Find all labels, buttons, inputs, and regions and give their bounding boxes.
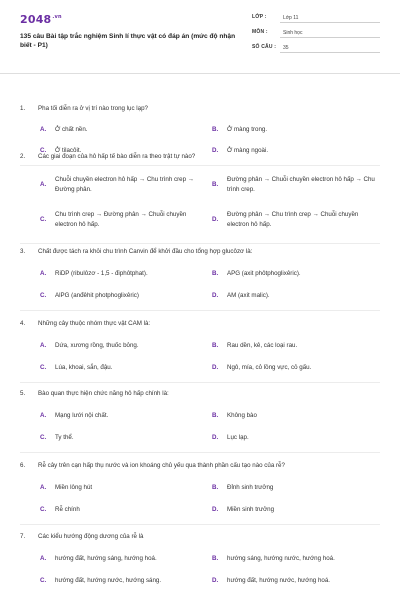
option-text: Ngô, mía, cỏ lồng vực, cỏ gấu. [227, 364, 312, 371]
option-letter: C. [40, 216, 47, 223]
option-text: Mạng lưới nội chất. [55, 412, 109, 419]
option-text: Ở màng trong. [227, 126, 268, 133]
option-text: Rau dền, kê, các loại rau. [227, 342, 298, 349]
question-divider [20, 243, 380, 244]
option-text: Ở tilacôit. [55, 147, 82, 154]
meta-value: Sinh học [280, 27, 380, 38]
meta-label: MÔN : [252, 29, 268, 35]
question-text [20, 462, 380, 470]
option-text: Chu trình crep → Đường phân → Chuỗi chuyền electron hô hấp. [55, 211, 187, 228]
option-letter: C. [40, 577, 47, 584]
option-letter: D. [212, 434, 219, 441]
option-text: Đỉnh sinh trưởng [227, 484, 274, 491]
option-text: AM (axit malic). [227, 292, 270, 299]
option-letter: B. [212, 555, 219, 562]
option-letter: A. [40, 555, 47, 562]
option-letter: D. [212, 147, 219, 154]
option-text: Không bào [227, 412, 257, 419]
option-letter: A. [40, 412, 47, 419]
logo-suffix: .vn [52, 14, 62, 21]
question-stem: Những cây thuộc nhóm thực vật CAM là: [38, 320, 151, 327]
question-number: 2. [20, 153, 26, 160]
question-number: 4. [20, 320, 26, 327]
option-text: Ở màng ngoài. [227, 147, 269, 154]
meta-label: LỚP : [252, 14, 267, 20]
option-text: Dứa, xương rồng, thuốc bỏng. [55, 342, 139, 349]
question-number: 6. [20, 462, 26, 469]
option-letter: B. [212, 126, 219, 133]
question-text [20, 390, 380, 398]
question-stem: Rễ cây trên cạn hấp thụ nước và ion khoáng chủ yếu qua thành phần cấu tạo nào của rễ? [38, 462, 285, 469]
option-letter: B. [212, 484, 219, 491]
option-letter: A. [40, 126, 47, 133]
question-text [20, 105, 380, 113]
option-letter: D. [212, 216, 219, 223]
option-text: Miền sinh trưởng [227, 506, 275, 513]
document-title: 135 câu Bài tập trắc nghiệm Sinh lí thực vật có đáp án (mức độ nhận biết - P1) [20, 33, 236, 49]
meta-info [252, 12, 380, 57]
option-letter: C. [40, 147, 47, 154]
option-letter: C. [40, 506, 47, 513]
question-text [20, 320, 380, 328]
header-divider [0, 73, 400, 74]
option-text: Rễ chính [55, 506, 80, 513]
meta-value: Lớp 11 [280, 12, 380, 23]
question-divider [20, 310, 380, 311]
option-letter: D. [212, 364, 219, 371]
question-divider [20, 165, 380, 166]
option-letter: B. [212, 342, 219, 349]
option-text: hướng sáng, hướng nước, hướng hoá. [227, 555, 335, 562]
option-letter: A. [40, 342, 47, 349]
question-number: 1. [20, 105, 26, 112]
question-divider [20, 452, 380, 453]
option-text: Ở chất nền. [55, 126, 88, 133]
option-letter: D. [212, 577, 219, 584]
option-text: Ty thể. [55, 434, 74, 441]
option-text: Chuỗi chuyền electron hô hấp → Chu trình crep → Đường phân. [55, 176, 194, 193]
option-letter: D. [212, 506, 219, 513]
option-letter: C. [40, 434, 47, 441]
option-text: Lúa, khoai, sắn, đậu. [55, 364, 113, 371]
option-text: APG (axit phôtphoglixêric). [227, 270, 301, 277]
site-logo[interactable] [20, 13, 62, 26]
option-letter: A. [40, 484, 47, 491]
option-text: hướng đất, hướng nước, hướng hoá. [227, 577, 330, 584]
option-text: AlPG (anđêhit photphoglixêric) [55, 292, 139, 299]
question-stem: Các giai đoạn của hô hấp tế bào diễn ra theo trật tự nào? [38, 153, 196, 160]
option-letter: D. [212, 292, 219, 299]
meta-row-count [252, 42, 380, 57]
option-text: Đường phân → Chu trình crep → Chuỗi chuyền electron hô hấp. [227, 211, 359, 228]
option-text: hướng đất, hướng sáng, hướng hoá. [55, 555, 157, 562]
question-text [20, 533, 380, 541]
logo-text: 2048 [20, 13, 52, 26]
option-letter: B. [212, 181, 219, 188]
option-letter: B. [212, 270, 219, 277]
question-number: 5. [20, 390, 26, 397]
option-letter: B. [212, 412, 219, 419]
option-text: Đường phân → Chuỗi chuyền electron hô hấp → Chu trình crep. [227, 176, 375, 193]
question-text [20, 248, 380, 256]
question-stem: Chất được tách ra khỏi chu trình Canvin để khởi đầu cho tổng hợp glucôzơ là: [38, 248, 253, 255]
meta-label: SỐ CÂU : [252, 44, 277, 50]
question-stem: Các kiểu hướng động dương của rễ là [38, 533, 144, 540]
option-letter: A. [40, 181, 47, 188]
question-stem: Bào quan thực hiện chức năng hô hấp chính là: [38, 390, 169, 397]
question-text [20, 153, 380, 161]
option-text: RiDP (ribulôzơ - 1,5 - điphôtphat). [55, 270, 148, 277]
option-letter: A. [40, 270, 47, 277]
option-text: Lục lạp. [227, 434, 249, 441]
option-letter: C. [40, 364, 47, 371]
meta-value: 35 [280, 42, 380, 53]
question-stem: Pha tối diễn ra ở vị trí nào trong lục lạp? [38, 105, 148, 112]
document-header [0, 0, 400, 66]
question-divider [20, 382, 380, 383]
option-letter: C. [40, 292, 47, 299]
meta-row-class [252, 12, 380, 27]
option-text: hướng đất, hướng nước, hướng sáng. [55, 577, 162, 584]
question-number: 3. [20, 248, 26, 255]
question-number: 7. [20, 533, 26, 540]
question-divider [20, 524, 380, 525]
option-text: Miền lông hút [55, 484, 93, 491]
meta-row-subject [252, 27, 380, 42]
